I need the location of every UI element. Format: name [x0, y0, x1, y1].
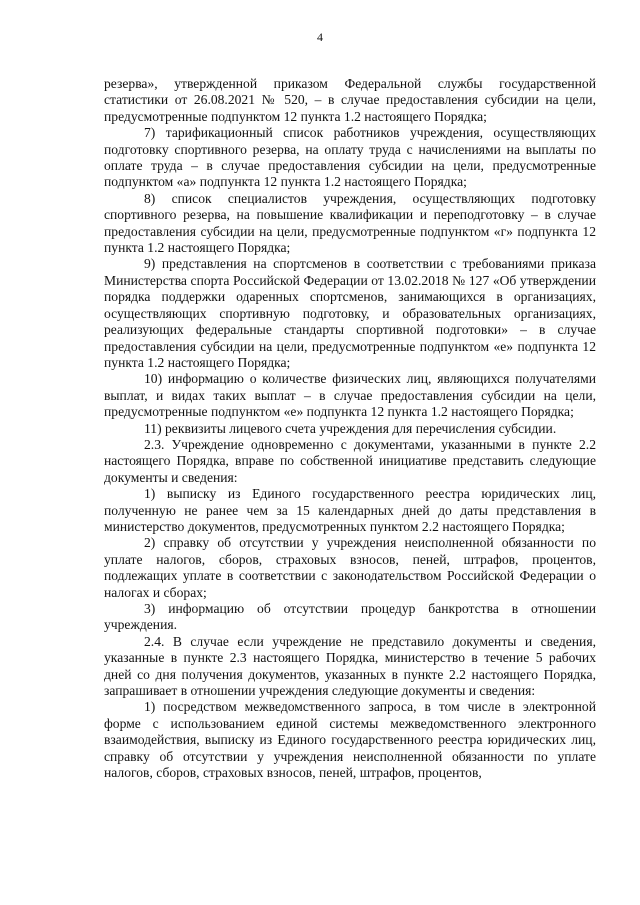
paragraph-item-8: 8) список специалистов учреждения, осуществляющих подготовку спортивного резерва, на повышение квалификации и переподготовку – в случае предоставления субсидии на цели, предусмотренные подпунктом «г» подпункта 12 пункта 1.2 настоящего Порядка; — [104, 190, 596, 256]
paragraph-item-10: 10) информацию о количестве физических лиц, являющихся получателями выплат, и видах таких выплат – в случае предоставления субсидии на цели, предусмотренные подпунктом «е» подпункта 12 пункта 1.2 настоящего Порядка; — [104, 371, 596, 420]
paragraph-2-3-item-3: 3) информацию об отсутствии процедур банкротства в отношении учреждения. — [104, 601, 596, 633]
document-body — [104, 76, 596, 781]
page-number: 4 — [317, 30, 323, 44]
paragraph-item-7: 7) тарификационный список работников учреждения, осуществляющих подготовку спортивного резерва, на оплату труда с начислениями на выплаты по оплате труда – в случае предоставления субсидии на цели, предусмотренные подпунктом «а» подпункта 12 пункта 1.2 настоящего Порядка; — [104, 125, 596, 190]
paragraph-2-3-item-2: 2) справку об отсутствии у учреждения неисполненной обязанности по уплате налогов, сборов, страховых взносов, пеней, штрафов, процентов, подлежащих уплате в соответствии с законодательством Российской Федерации о налогах и сборах; — [104, 535, 596, 600]
paragraph-item-11: 11) реквизиты лицевого счета учреждения для перечисления субсидии. — [144, 420, 557, 436]
paragraph-item-9: 9) представления на спортсменов в соответствии с требованиями приказа Министерства спорта Российской Федерации от 13.02.2018 № 127 «Об утверждении порядка поддержки одаренных спортсменов, занимающихся в организациях, осуществляющих спортивную подготовку, и образовательных организациях, реализующих федеральные стандарты спортивной подготовки» – в случае предоставления субсидии на цели, предусмотренные подпунктом «е» подпункта 12 пункта 1.2 настоящего Порядка; — [104, 256, 596, 370]
paragraph-continuation: резерва», утвержденной приказом Федеральной службы государственной статистики от 26.08.2021 № 520, – в случае предоставления субсидии на цели, предусмотренные подпунктом 12 пункта 1.2 настоящего Порядка; — [104, 76, 596, 124]
paragraph-section-2-4: 2.4. В случае если учреждение не представило документы и сведения, указанные в пункте 2.3 настоящего Порядка, министерство в течение 5 рабочих дней со дня получения документов, указанных в пункте 2.2 настоящего Порядка, запрашивает в отношении учреждения следующие документы и сведения: — [104, 633, 596, 699]
paragraph-2-4-item-1: 1) посредством межведомственного запроса, в том числе в электронной форме с использованием единой системы межведомственного электронного взаимодействия, выписку из Единого государственного реестра юридических лиц, справку об отсутствии у учреждения неисполненной обязанности по уплате налогов, сборов, страховых взносов, пеней, штрафов, процентов, — [104, 699, 596, 781]
paragraph-2-3-item-1: 1) выписку из Единого государственного реестра юридических лиц, полученную не ранее чем за 15 календарных дней до даты представления в министерство документов, предусмотренных пунктом 2.2 настоящего Порядка; — [104, 486, 596, 534]
paragraph-section-2-3: 2.3. Учреждение одновременно с документами, указанными в пункте 2.2 настоящего Порядка, вправе по собственной инициативе представить следующие документы и сведения: — [104, 436, 596, 485]
